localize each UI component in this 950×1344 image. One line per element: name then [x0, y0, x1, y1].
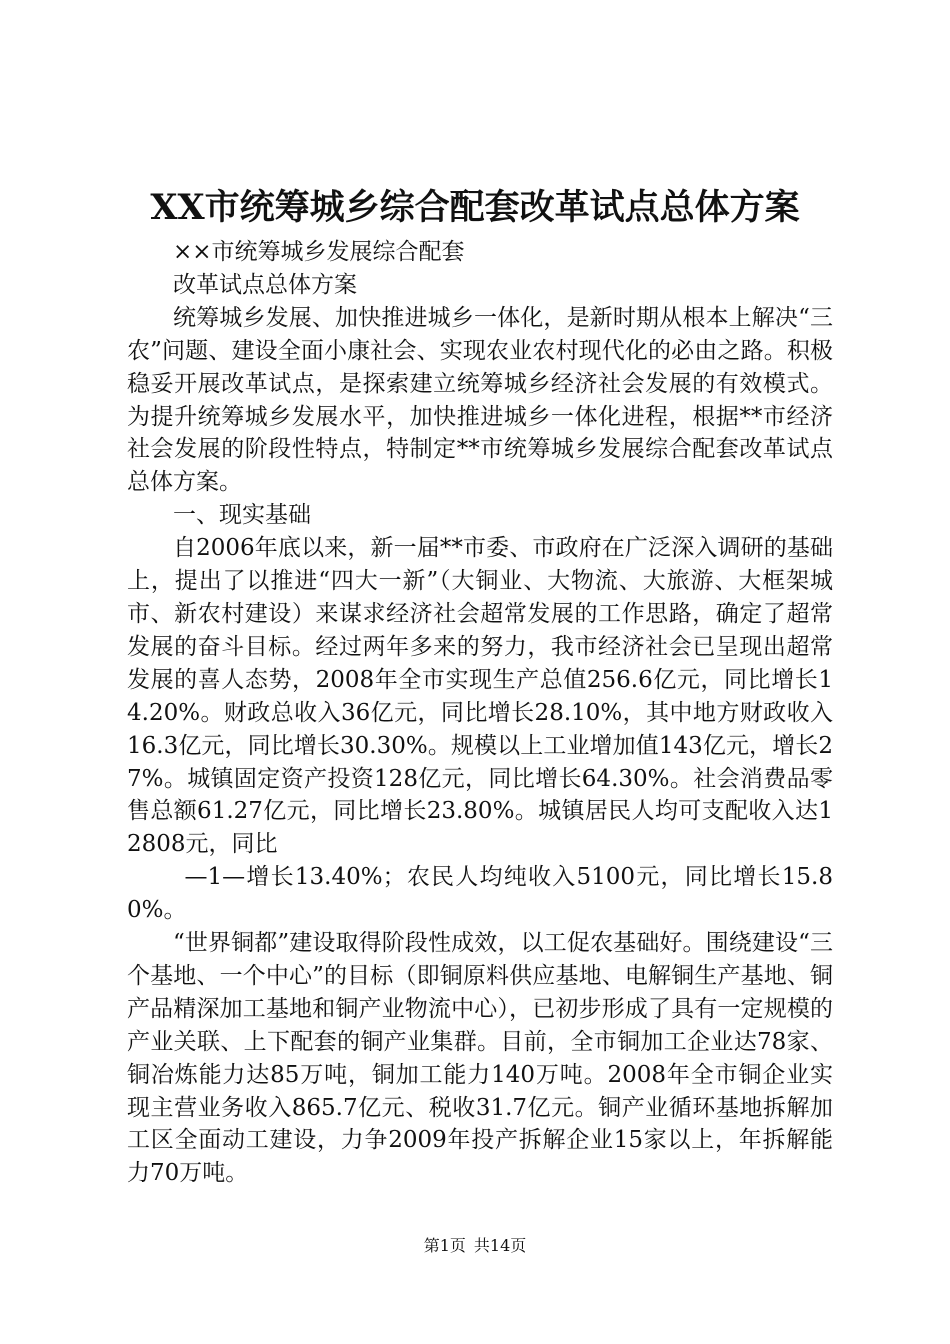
basis-paragraph-continued: —1—增长13.40%；农民人均纯收入5100元，同比增长15.80%。: [127, 864, 833, 924]
basis-paragraph: 自2006年底以来，新一届**市委、市政府在广泛深入调研的基础上，提出了以推进“四大一新”（大铜业、大物流、大旅游、大框架城市、新农村建设）来谋求经济社会超常发展的工作思路，确定了超常发展的奋斗目标。经过两年多来的努力，我市经济社会已呈现出超常发展的喜人态势，2008年全市实现生产总值256.6亿元，同比增长14.20%。财政总收入36亿元，同比增长28.10%，其中地方财政收入16.3亿元，同比增长30.30%。规模以上工业增加值143亿元，增长27%。城镇固定资产投资128亿元，同比增长64.30%。社会消费品零售总额61.27亿元，同比增长23.80%。城镇居民人均可支配收入达12808元，同比: [127, 535, 833, 858]
subtitle-line-2: 改革试点总体方案: [173, 271, 357, 298]
section-heading: 一、现实基础: [173, 502, 311, 529]
intro-paragraph: 统筹城乡发展、加快推进城乡一体化，是新时期从根本上解决“三农”问题、建设全面小康社会、实现农业农村现代化的必由之路。积极稳妥开展改革试点，是探索建立统筹城乡经济社会发展的有效模式。为提升统筹城乡发展水平，加快推进城乡一体化进程，根据**市经济社会发展的阶段性特点，特制定**市统筹城乡发展综合配套改革试点总体方案。: [127, 304, 833, 496]
copper-paragraph: “世界铜都”建设取得阶段性成效，以工促农基础好。围绕建设“三个基地、一个中心”的目标（即铜原料供应基地、电解铜生产基地、铜产品精深加工基地和铜产业物流中心），已初步形成了具有一定规模的产业关联、上下配套的铜产业集群。目前，全市铜加工企业达78家、铜冶炼能力达85万吨，铜加工能力140万吨。2008年全市铜企业实现主营业务收入865.7亿元、税收31.7亿元。铜产业循环基地拆解加工区全面动工建设，力争2009年投产拆解企业15家以上，年拆解能力70万吨。: [127, 930, 833, 1187]
page-total: 共14页: [473, 1236, 527, 1255]
subtitle-line-1: ××市统筹城乡发展综合配套: [173, 239, 465, 265]
page-number: 第1页: [423, 1236, 466, 1255]
page-footer: [0, 1236, 950, 1256]
document-body: [127, 236, 833, 1190]
document-title: XX市统筹城乡综合配套改革试点总体方案: [150, 187, 800, 228]
